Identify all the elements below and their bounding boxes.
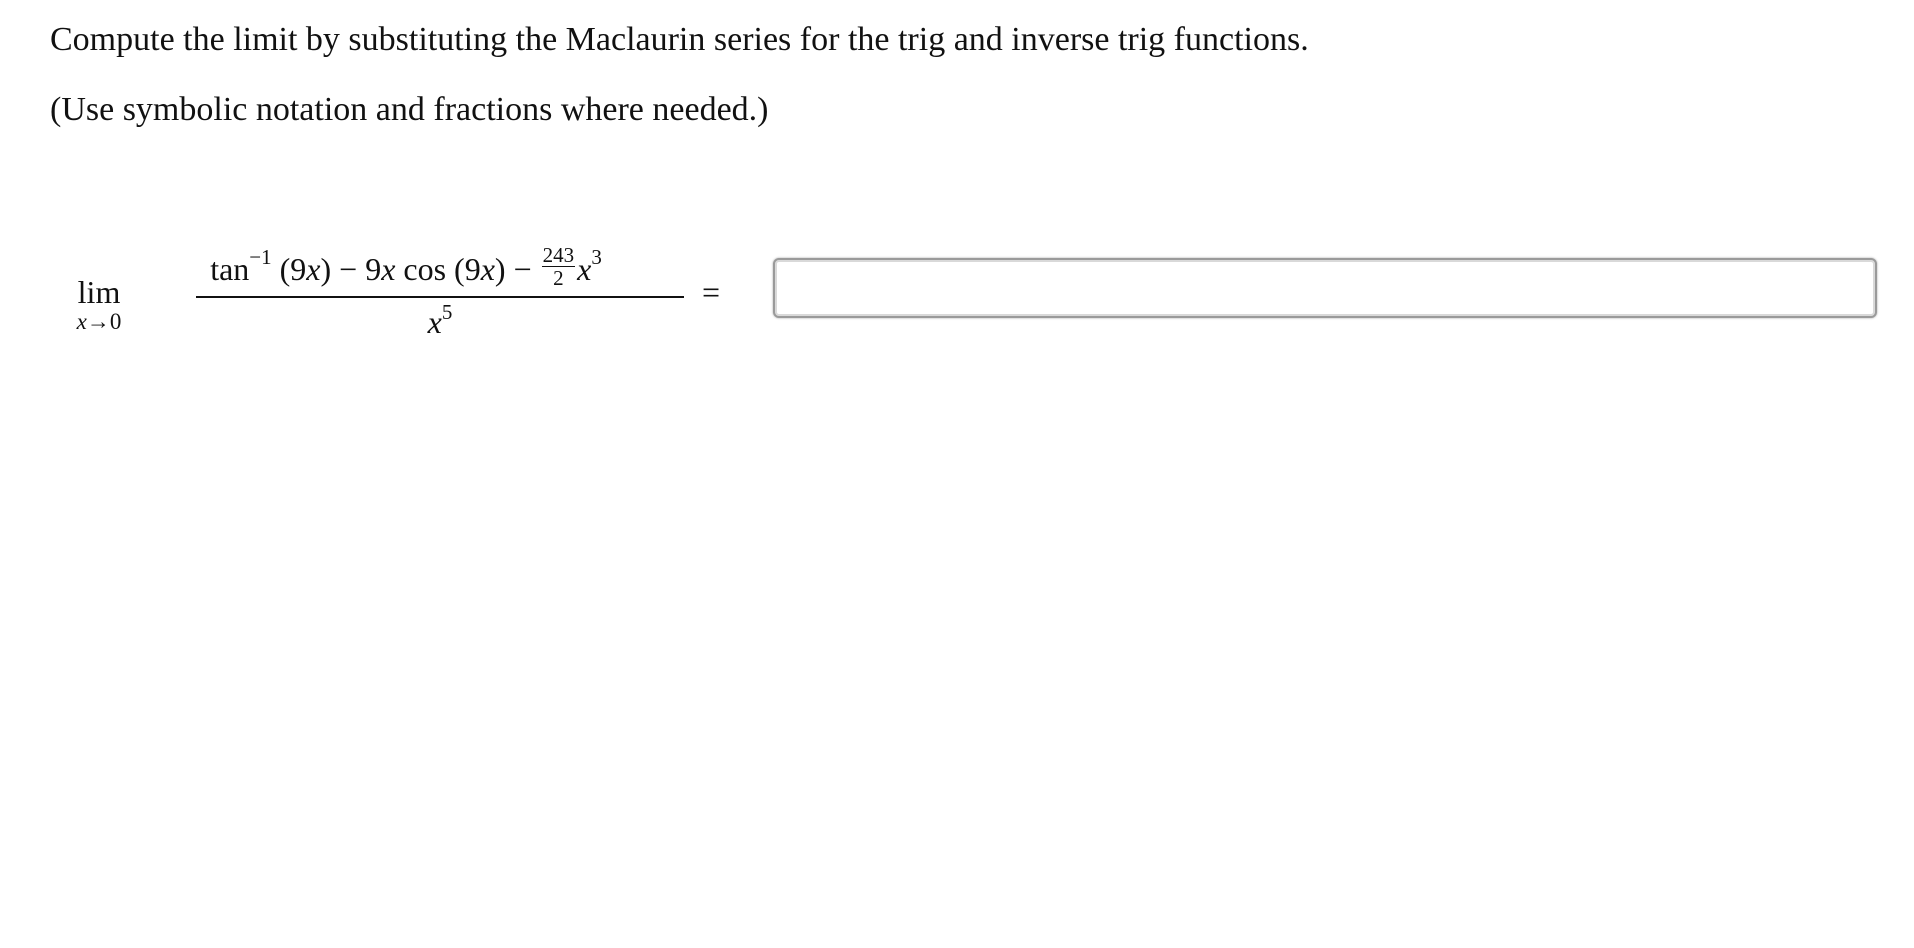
lim-arrow: →	[86, 309, 110, 334]
tan-exponent: −1	[249, 245, 272, 269]
minus-sign: −	[505, 251, 540, 287]
tan-argument-open: (9	[279, 251, 307, 287]
equals-sign: =	[702, 274, 721, 310]
tan-argument-close: )	[320, 251, 332, 287]
cos-argument-open: (9	[446, 251, 481, 287]
variable-x: x	[577, 251, 592, 287]
minus-term: − 9	[331, 251, 382, 287]
cos-argument-close: )	[494, 251, 506, 287]
variable-x: x	[381, 251, 396, 287]
instruction-text: Compute the limit by substituting the Maclaurin series for the trig and inverse trig functions.	[50, 21, 1309, 58]
cubic-exponent: 3	[591, 245, 602, 269]
question-prompt	[50, 20, 1890, 130]
lim-subscript	[68, 309, 130, 335]
coefficient-numerator: 243	[542, 243, 575, 268]
denominator-exponent: 5	[441, 300, 453, 324]
limit-expression	[68, 232, 1828, 352]
main-fraction	[128, 232, 684, 352]
fraction-numerator	[128, 244, 684, 294]
denominator-variable: x	[427, 304, 442, 340]
variable-x: x	[306, 251, 321, 287]
tan-function: tan	[210, 251, 250, 287]
coefficient-fraction	[542, 244, 576, 289]
cos-function: cos	[395, 251, 447, 287]
lim-variable: x	[76, 309, 87, 334]
variable-x: x	[480, 251, 495, 287]
answer-input[interactable]	[773, 258, 1877, 318]
coefficient-denominator: 2	[553, 266, 564, 291]
lim-word: lim	[77, 274, 121, 310]
lim-target: 0	[109, 309, 122, 334]
fraction-bar	[196, 296, 684, 298]
limit-operator	[68, 274, 130, 335]
fraction-denominator	[196, 302, 684, 342]
hint-text: (Use symbolic notation and fractions where needed.)	[50, 91, 769, 128]
